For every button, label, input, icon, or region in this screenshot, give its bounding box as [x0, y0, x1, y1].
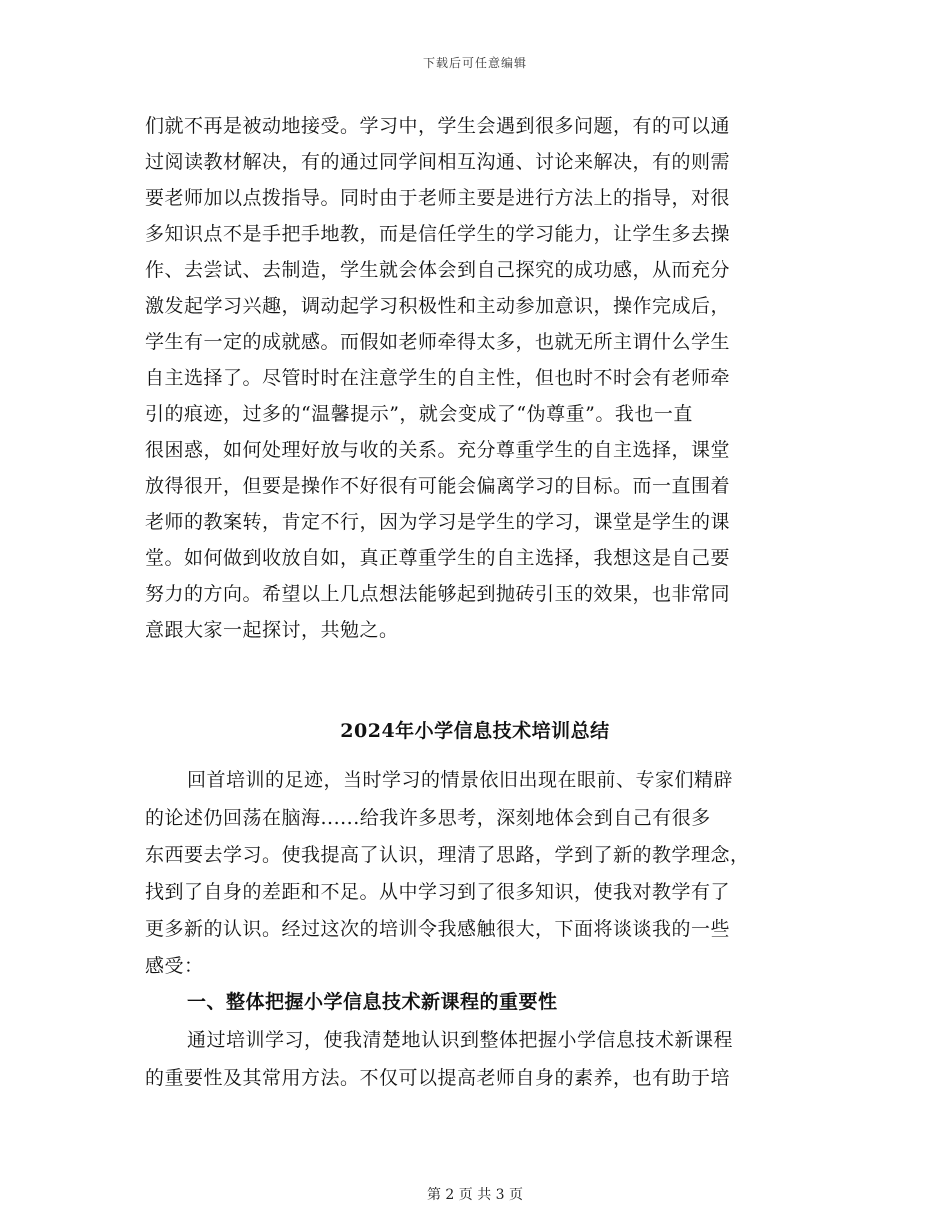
section-heading: 一、整体把握小学信息技术新课程的重要性 — [187, 991, 558, 1013]
text-line: 东西要去学习。使我提高了认识，理清了思路，学到了新的教学理念， — [145, 844, 750, 866]
page-header: 下载后可任意编辑 — [422, 56, 527, 70]
text-line: 自主选择了。尽管时时在注意学生的自主性，但也时不时会有老师牵 — [145, 367, 731, 389]
text-line: 引的痕迹，过多的“温馨提示”，就会变成了“伪尊重”。我也一直 — [145, 403, 693, 425]
text-line: 找到了自身的差距和不足。从中学习到了很多知识，使我对教学有了 — [145, 881, 731, 903]
text-line: 的重要性及其常用方法。不仅可以提高老师自身的素养，也有助于培 — [145, 1067, 731, 1089]
text-line: 堂。如何做到收放自如，真正尊重学生的自主选择，我想这是自己要 — [145, 547, 731, 569]
text-line: 要老师加以点拨指导。同时由于老师主要是进行方法上的指导，对很 — [145, 187, 731, 209]
article-title: 2024年小学信息技术培训总结 — [340, 720, 610, 742]
text-line: 通过培训学习，使我清楚地认识到整体把握小学信息技术新课程 — [187, 1029, 734, 1051]
text-line: 老师的教案转，肯定不行，因为学习是学生的学习，课堂是学生的课 — [145, 511, 731, 533]
text-line: 感受： — [145, 955, 204, 977]
text-line: 努力的方向。希望以上几点想法能够起到抛砖引玉的效果，也非常同 — [145, 583, 731, 605]
text-line: 放得很开，但要是操作不好很有可能会偏离学习的目标。而一直围着 — [145, 475, 731, 497]
page-footer: 第 2 页 共 3 页 — [426, 1187, 524, 1203]
text-line: 的论述仍回荡在脑海......给我许多思考，深刻地体会到自己有很多 — [145, 807, 711, 829]
text-line: 过阅读教材解决，有的通过同学间相互沟通、讨论来解决，有的则需 — [145, 151, 731, 173]
text-line: 多知识点不是手把手地教，而是信任学生的学习能力，让学生多去操 — [145, 223, 731, 245]
text-line: 更多新的认识。经过这次的培训令我感触很大，下面将谈谈我的一些 — [145, 918, 731, 940]
text-line: 学生有一定的成就感。而假如老师牵得太多，也就无所主谓什么学生 — [145, 331, 731, 353]
text-line: 回首培训的足迹，当时学习的情景依旧出现在眼前、专家们精辟 — [187, 769, 734, 791]
text-line: 激发起学习兴趣，调动起学习积极性和主动参加意识，操作完成后， — [145, 295, 731, 317]
text-line: 很困惑，如何处理好放与收的关系。充分尊重学生的自主选择，课堂 — [145, 439, 731, 461]
text-line: 们就不再是被动地接受。学习中，学生会遇到很多问题，有的可以通 — [145, 115, 731, 137]
text-line: 作、去尝试、去制造，学生就会体会到自己探究的成功感，从而充分 — [145, 259, 731, 281]
text-line: 意跟大家一起探讨，共勉之。 — [145, 619, 399, 641]
